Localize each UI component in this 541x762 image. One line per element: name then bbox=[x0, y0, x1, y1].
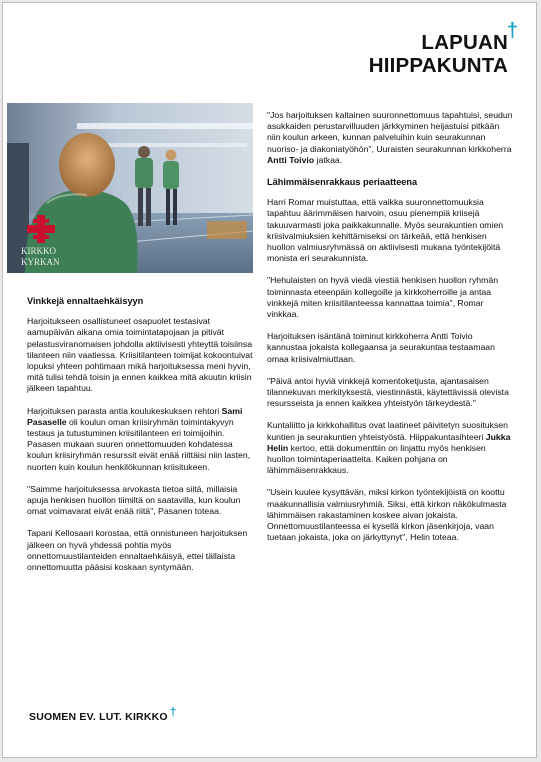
right-paragraph-4: Harjoituksen isäntänä toiminut kirkkoherra Antti Toivio kannustaa jokaista kollegaansa ja seurakuntaa testaamaan omaa kriisivalmiuttaan. bbox=[267, 331, 495, 364]
left-column bbox=[27, 296, 253, 584]
brand-line1: LAPUAN bbox=[421, 31, 508, 54]
right-paragraph-7: "Usein kuulee kysyttävän, miksi kirkon työntekijöistä on koottu maakunnallisia valmiusryhmiä. Siksi, että kirkon näkökulmasta lähimmäisen rakastaminen koskee aivan jokaista. Onnettomuustilanteessa ei kysellä kirkon jäsenkirjoja, vaan tuetaan jokaista, joka on järkyttynyt", Helin toteaa. bbox=[267, 487, 507, 543]
vest-text-2: KYRKAN bbox=[21, 257, 60, 267]
footer-cross-icon: † bbox=[169, 705, 177, 719]
vest-text-1: KIRKKO bbox=[21, 246, 56, 256]
right-paragraph-5: "Päivä antoi hyviä vinkkejä komentoketjusta, ajantasaisen tilannekuvan merkityksestä, viestinnästä, käytettävissä olevista resursseista ja ennen kaikkea yhteistyön tärkeydestä." bbox=[267, 375, 509, 409]
person-name: Sami Pasaselle bbox=[27, 405, 243, 427]
diocese-logo bbox=[369, 31, 508, 77]
cross-icon: † bbox=[506, 20, 518, 42]
right-paragraph-3: "Hehulaisten on hyvä viedä viestiä henkisen huollon ryhmän toiminnasta eteenpäin kollegoille ja kirkkoherroille ja antaa vinkkejä miten kriisitilanteessa kannattaa toimia", Romar vinkkaa. bbox=[267, 275, 499, 320]
church-logo bbox=[29, 705, 177, 723]
right-heading: Lähimmäisenrakkaus periaatteena bbox=[267, 177, 418, 188]
person-name: Antti Toivio bbox=[267, 154, 315, 165]
left-heading: Vinkkejä ennaltaehkäisyyn bbox=[27, 296, 144, 306]
right-paragraph-2: Harri Romar muistuttaa, että vaikka suuronnettomuuksia tapahtuu äärimmäisen harvoin, osuu pienempiä kriisejä takuuvarmasti joka paikkakunnalle. Myös seurakuntien omien kriisivalmiuksien kehittämiseksi on tärkeää, että henkisen huollon valmiusryhmässä on aktiivisesti mukana työntekijöitä monista eri seurakunnista. bbox=[267, 197, 504, 264]
left-paragraph-1: Harjoitukseen osallistuneet osapuolet testasivat aamupäivän aikana omia toimintatapojaan ja pitivät pelastusviranomaisen johdolla aktiivisesti yhteyttä toisiinsa tilanteen niin vaatiessa. Kriisitilanteen toimijat kokoontuivat lopuksi yhteen pohtimaan mikä harjoituksessa meni hyvin, mitä tulisi tehdä toisin ja ennen kaikkea mitä akuutin kriisin jälkeen tapahtuu. bbox=[27, 316, 253, 394]
article-photo bbox=[7, 103, 253, 273]
right-paragraph-6: Kuntaliitto ja kirkkohallitus ovat laatineet päivitetyn suosituksen kuntien ja seurakuntien yhteistyöstä. Hiippakuntasihteeri Jukka Helin kertoo, että dokumenttiin on linjattu myös henkisen huollon toimintaperiaatteita. Kaiken pohjana on lähimmäisenrakkaus. bbox=[267, 420, 511, 476]
person-name: Jukka Helin bbox=[267, 431, 511, 453]
footer-text: SUOMEN EV. LUT. KIRKKO bbox=[29, 711, 168, 723]
brand-line2: HIIPPAKUNTA bbox=[368, 54, 508, 77]
right-column bbox=[267, 110, 515, 555]
photo-illustration bbox=[7, 103, 253, 273]
left-paragraph-4: Tapani Kellosaari korostaa, että onnistuneen harjoituksen jälkeen on hyvä yhdessä pohtia myös onnettomuustilanteiden ennaltaehkäisyä, ettei tällaista onnettomuutta pääsisi koskaan syntymään. bbox=[27, 528, 248, 573]
document-page bbox=[2, 2, 537, 758]
right-paragraph-1: "Jos harjoituksen kaltainen suuronnettomuus tapahtuisi, seudun asukkaiden perustarvilluuden järkkyminen heijastuisi pitkään niin koulun arkeen, kunnan palveluihin kuin seurakunnan nuoriso- ja diakoniatyöhön", Uuraisten seurakunnan kirkkoherra Antti Toivio jatkaa. bbox=[267, 110, 513, 165]
left-paragraph-2: Harjoituksen parasta antia koulukeskuksen rehtori Sami Pasaselle oli koulun oman kriisiryhmän toimintakyvyn testaus ja tutustuminen kriisitilanteen eri toimijoihin. Pasasen mukaan suuren onnettomuuden kohdatessa koulun kriisiryhmän resurssit eivät enää riittäisi niin lasten, nuorten kuin koulun henkilökunnan kriisitukeen. bbox=[27, 405, 251, 472]
left-paragraph-3: "Saimme harjoituksessa arvokasta tietoa siitä, millaisia apuja henkisen huollon tiimiltä on saatavilla, kun koulun omat voimavarat eivät enää riitä", Pasanen toteaa. bbox=[27, 483, 241, 517]
